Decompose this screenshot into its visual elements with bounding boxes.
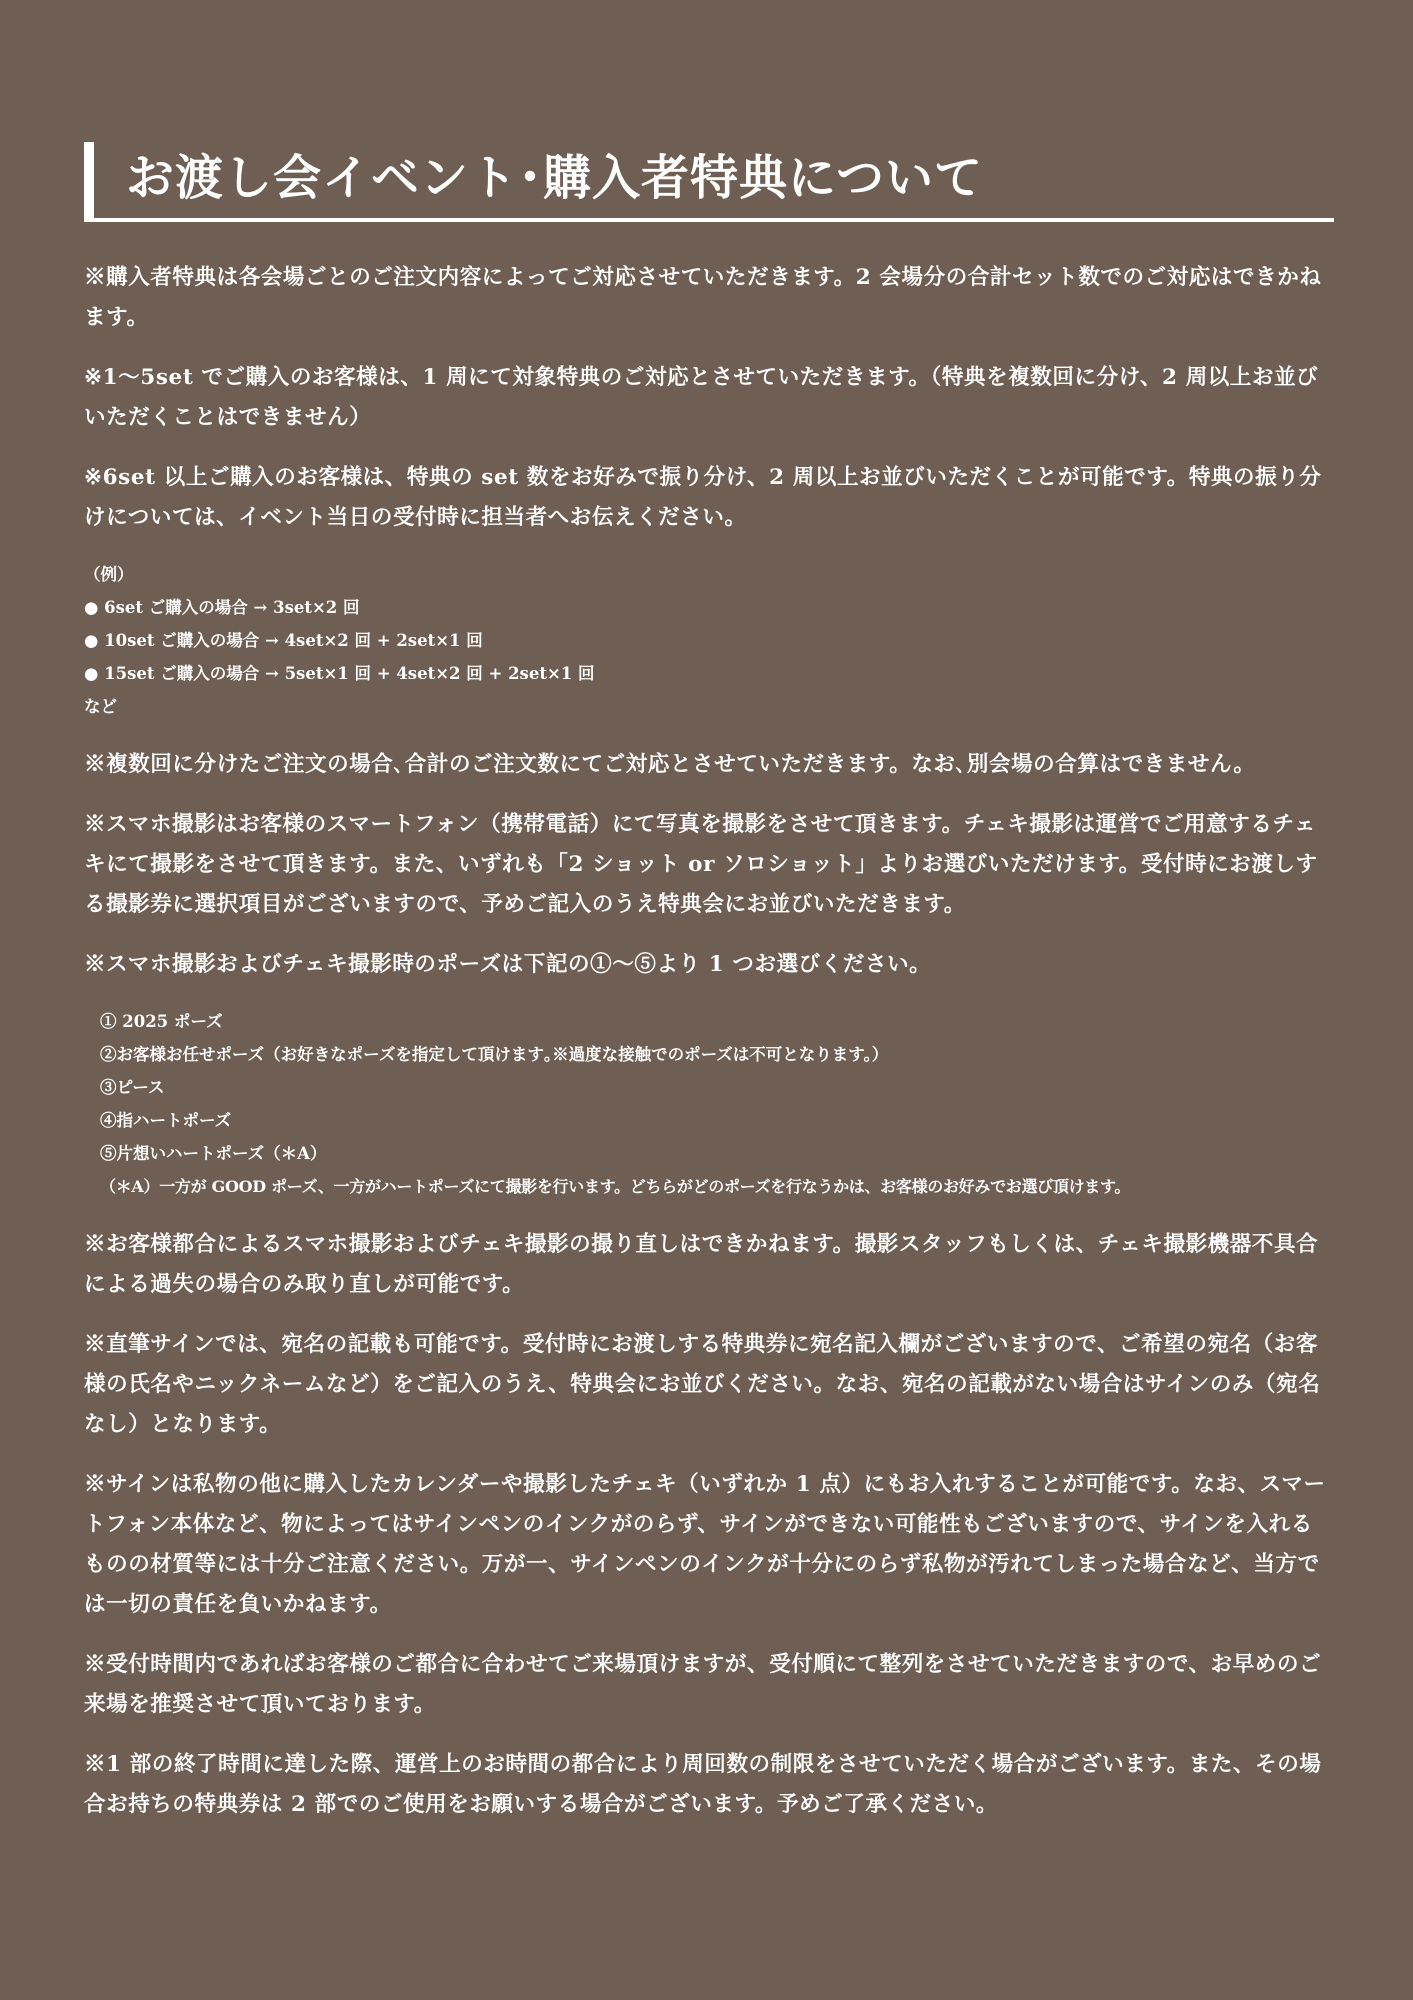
paragraph-addressee: ※直筆サインでは、宛名の記載も可能です。受付時にお渡しする特典券に宛名記入欄がございますので、ご希望の宛名（お客様の氏名やニックネームなど）をご記入のうえ、特典会にお並びください。なお、宛名の記載がない場合はサインのみ（宛名なし）となります。 [84, 1332, 1321, 1437]
paragraph-pose-intro: ※スマホ撮影およびチェキ撮影時のポーズは下記の①～⑤より 1 つお選びください。 [84, 952, 932, 977]
pose-item: ③ピース [100, 1078, 165, 1097]
paragraph-1-5set: ※1～5set でご購入のお客様は、1 周にて対象特典のご対応とさせていただきます。（特典を複数回に分け、2 周以上お並びいただくことはできません） [84, 365, 1319, 430]
paragraph-6set: ※6set 以上ご購入のお客様は、特典の set 数をお好みで振り分け、2 周以上お並びいただくことが可能です。特典の振り分けについては、イベント当日の受付時に担当者へお伝えください。 [84, 465, 1322, 530]
example-item: ● 10set ご購入の場合 → 4set×2 回 + 2set×1 回 [84, 631, 483, 650]
paragraph-photo: ※スマホ撮影はお客様のスマートフォン（携帯電話）にて写真を撮影をさせて頂きます。チェキ撮影は運営でご用意するチェキにて撮影をさせて頂きます。また、いずれも「2 ショット or ソロショット」よりお選びいただけます。受付時にお渡しする撮影券に選択項目がございますので、予めご記入のうえ特典会にお並びいただきます。 [84, 812, 1318, 917]
example-heading: （例） [84, 565, 134, 584]
paragraph-sign-items: ※サインは私物の他に購入したカレンダーや撮影したチェキ（いずれか 1 点）にもお入れすることが可能です。なお、スマートフォン本体など、物によってはサインペンのインクがのらず、サインができない可能性もございますので、サインを入れるものの材質等には十分ご注意ください。万が一、サインペンのインクが十分にのらず私物が汚れてしまった場合など、当方では一切の責任を負いかねます。 [84, 1472, 1326, 1617]
paragraph-time-limit: ※1 部の終了時間に達した際、運営上のお時間の都合により周回数の制限をさせていただく場合がございます。また、その場合お持ちの特典券は 2 部でのご使用をお願いする場合がございます。予めご了承ください。 [84, 1752, 1322, 1817]
document-page [84, 142, 1334, 1845]
example-item: ● 15set ご購入の場合 → 5set×1 回 + 4set×2 回 + 2set×1 回 [84, 664, 595, 683]
pose-item: ① 2025 ポーズ [100, 1012, 223, 1031]
example-item: ● 6set ご購入の場合 → 3set×2 回 [84, 598, 360, 617]
title-block [84, 142, 1334, 222]
pose-item: ④指ハートポーズ [100, 1111, 232, 1130]
paragraph-reception: ※受付時間内であればお客様のご都合に合わせてご来場頂けますが、受付順にて整列をさせていただきますので、お早めのご来場を推奨させて頂いております。 [84, 1652, 1322, 1717]
pose-item: ⑤片想いハートポーズ（＊A） [100, 1144, 327, 1163]
paragraph-retake: ※お客様都合によるスマホ撮影およびチェキ撮影の撮り直しはできかねます。撮影スタッフもしくは、チェキ撮影機器不具合による過失の場合のみ取り直しが可能です。 [84, 1232, 1319, 1297]
page-title: お渡し会イベント･購入者特典について [126, 150, 984, 206]
content [84, 258, 1334, 1825]
pose-list [84, 1005, 1334, 1203]
pose-note: （＊A）一方が GOOD ポーズ、一方がハートポーズにて撮影を行います。どちらがどのポーズを行なうかは、お客様のお好みでお選び頂けます。 [100, 1177, 1131, 1196]
paragraph-split-order: ※複数回に分けたご注文の場合､合計のご注文数にてご対応とさせていただきます。なお､別会場の合算はできません。 [84, 752, 1256, 777]
pose-item: ②お客様お任せポーズ（お好きなポーズを指定して頂けます｡※過度な接触でのポーズは不可となります。） [100, 1045, 889, 1064]
paragraph-per-venue: ※購入者特典は各会場ごとのご注文内容によってご対応させていただきます。2 会場分の合計セット数でのご対応はできかねます。 [84, 265, 1322, 330]
example-block [84, 558, 1334, 723]
example-footer: など [84, 697, 117, 716]
